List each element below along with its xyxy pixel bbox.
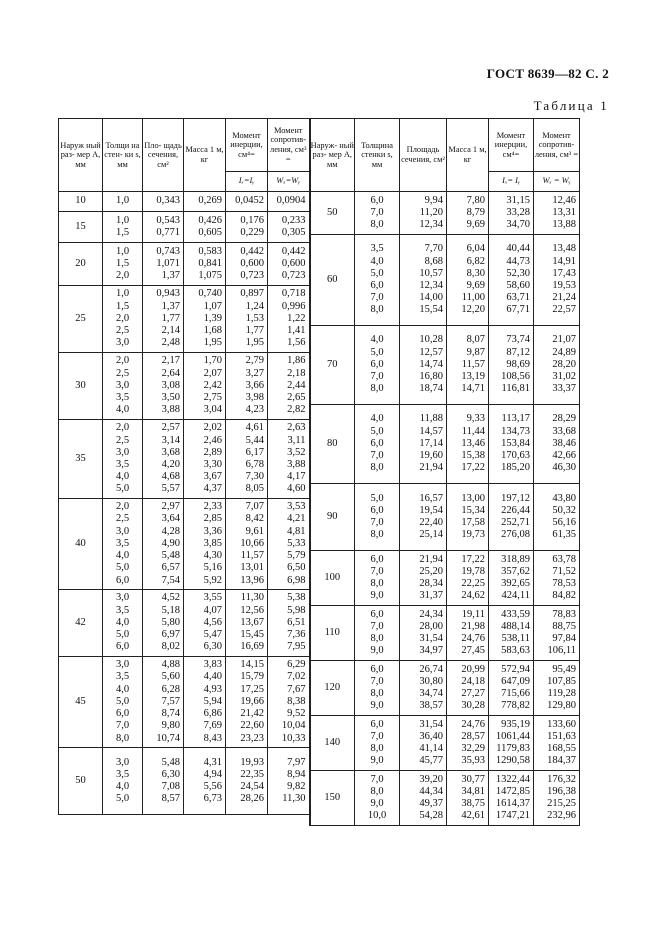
right-outer-size-cell: 90 [310, 484, 355, 551]
left-area-cell: 2,57 3,14 3,68 4,20 4,68 5,57 [143, 420, 184, 499]
right-section-modulus-cell: 78,83 88,75 97,84 106,11 [534, 606, 580, 661]
left-inertia-cell: 14,15 15,79 17,25 19,66 21,42 22,60 23,23 [226, 657, 268, 748]
right-outer-size-cell: 70 [310, 326, 355, 405]
right-area-cell: 10,28 12,57 14,74 16,80 18,74 [400, 326, 447, 405]
right-section-modulus-cell: 43,80 50,32 56,16 61,35 [534, 484, 580, 551]
left-section-modulus-cell: 0,0904 [268, 192, 310, 212]
left-wall-thickness-cell: 2,0 2,5 3,0 3,5 4,0 [103, 353, 143, 420]
right-wall-thickness-cell: 6,0 7,0 8,0 [355, 192, 400, 235]
left-section-modulus-cell: 3,53 4,21 4,81 5,33 5,79 6,50 6,98 [268, 499, 310, 590]
left-inertia-cell: 11,30 12,56 13,67 15,45 16,69 [226, 590, 268, 657]
left-inertia-cell: 0,442 0,600 0,723 [226, 243, 268, 286]
left-area-cell: 0,543 0,771 [143, 212, 184, 243]
right-outer-size-cell: 60 [310, 235, 355, 326]
right-mass-cell: 7,80 8,79 9,69 [447, 192, 489, 235]
left-mass-cell: 0,426 0,605 [184, 212, 226, 243]
left-inertia-cell: 0,897 1,24 1,53 1,77 1,95 [226, 286, 268, 353]
left-wall-thickness-cell: 1,0 1,5 [103, 212, 143, 243]
right-wall-thickness-cell: 4,0 5,0 6,0 7,0 8,0 [355, 405, 400, 484]
left-area-cell: 4,52 5,18 5,80 6,97 8,02 [143, 590, 184, 657]
right-section-modulus-cell: 133,60 151,63 168,55 184,37 [534, 716, 580, 771]
right-mass-cell: 24,76 28,57 32,29 35,93 [447, 716, 489, 771]
left-area-cell: 2,17 2,64 3,08 3,50 3,88 [143, 353, 184, 420]
left-section-modulus-cell: 5,38 5,98 6,51 7,36 7,95 [268, 590, 310, 657]
left-area-cell: 5,48 6,30 7,08 8,57 [143, 748, 184, 815]
right-wall-thickness-cell: 7,0 8,0 9,0 10,0 [355, 771, 400, 826]
left-wall-thickness-cell: 3,0 3,5 4,0 5,0 [103, 748, 143, 815]
right-inertia-cell: 935,19 1061,44 1179,83 1290,58 [489, 716, 534, 771]
left-mass-cell: 0,583 0,841 1,075 [184, 243, 226, 286]
col-header-area: Пло- щадь сечения, см² [143, 119, 184, 192]
col-header-wall-thickness-right: Толщина стенки s, мм [355, 119, 400, 192]
right-inertia-cell: 113,17 134,73 153,84 170,63 185,20 [489, 405, 534, 484]
right-outer-size-cell: 150 [310, 771, 355, 826]
right-outer-size-cell: 50 [310, 192, 355, 235]
right-area-cell: 21,94 25,20 28,34 31,37 [400, 551, 447, 606]
left-area-cell: 2,97 3,64 4,28 4,90 5,48 6,57 7,54 [143, 499, 184, 590]
right-inertia-cell: 318,89 357,62 392,65 424,11 [489, 551, 534, 606]
left-inertia-cell: 4,61 5,44 6,17 6,78 7,30 8,05 [226, 420, 268, 499]
left-outer-size-cell: 30 [59, 353, 103, 420]
table-row [59, 192, 580, 212]
left-mass-cell: 2,02 2,46 2,89 3,30 3,67 4,37 [184, 420, 226, 499]
right-section-modulus-cell: 13,48 14,91 17,43 19,53 21,24 22,57 [534, 235, 580, 326]
left-section-modulus-cell: 0,718 0,996 1,22 1,41 1,56 [268, 286, 310, 353]
left-inertia-cell: 0,176 0,229 [226, 212, 268, 243]
left-mass-cell: 2,33 2,85 3,36 3,85 4,30 5,16 5,92 [184, 499, 226, 590]
right-area-cell: 26,74 30,80 34,74 38,57 [400, 661, 447, 716]
left-outer-size-cell: 15 [59, 212, 103, 243]
right-mass-cell: 13,00 15,34 17,58 19,73 [447, 484, 489, 551]
right-wall-thickness-cell: 6,0 7,0 8,0 9,0 [355, 551, 400, 606]
col-header-inertia-right: Момент инерции, см⁴= [489, 119, 534, 172]
right-section-modulus-cell: 21,07 24,89 28,20 31,02 33,37 [534, 326, 580, 405]
left-wall-thickness-cell: 2,0 2,5 3,0 3,5 4,0 5,0 6,0 [103, 499, 143, 590]
col-subheader-section-modulus: Wₓ=Wᵧ [268, 172, 310, 192]
right-outer-size-cell: 80 [310, 405, 355, 484]
left-outer-size-cell: 50 [59, 748, 103, 815]
right-wall-thickness-cell: 4,0 5,0 6,0 7,0 8,0 [355, 326, 400, 405]
col-header-mass-right: Масса 1 м, кг [447, 119, 489, 192]
left-inertia-cell: 2,79 3,27 3,66 3,98 4,23 [226, 353, 268, 420]
left-wall-thickness-cell: 2,0 2,5 3,0 3,5 4,0 5,0 [103, 420, 143, 499]
right-area-cell: 9,94 11,20 12,34 [400, 192, 447, 235]
col-header-mass: Масса 1 м, кг [184, 119, 226, 192]
right-wall-thickness-cell: 6,0 7,0 8,0 9,0 [355, 661, 400, 716]
col-header-outer-size-right: Наруж- ный раз- мер A, мм [310, 119, 355, 192]
right-section-modulus-cell: 28,29 33,68 38,46 42,66 46,30 [534, 405, 580, 484]
left-outer-size-cell: 40 [59, 499, 103, 590]
right-outer-size-cell: 120 [310, 661, 355, 716]
left-mass-cell: 1,70 2,07 2,42 2,75 3,04 [184, 353, 226, 420]
col-header-wall-thickness: Толщи на стен- ки s, мм [103, 119, 143, 192]
left-section-modulus-cell: 2,63 3,11 3,52 3,88 4,17 4,60 [268, 420, 310, 499]
right-mass-cell: 30,77 34,81 38,75 42,61 [447, 771, 489, 826]
right-section-modulus-cell: 12,46 13,31 13,88 [534, 192, 580, 235]
left-area-cell: 0,743 1,071 1,37 [143, 243, 184, 286]
left-section-modulus-cell: 6,29 7,02 7,67 8,38 9,52 10,04 10,33 [268, 657, 310, 748]
right-inertia-cell: 31,15 33,28 34,70 [489, 192, 534, 235]
right-area-cell: 39,20 44,34 49,37 54,28 [400, 771, 447, 826]
left-section-modulus-cell: 7,97 8,94 9,82 11,30 [268, 748, 310, 815]
pipe-dimensions-table [58, 118, 580, 826]
left-outer-size-cell: 35 [59, 420, 103, 499]
col-header-inertia: Момент инерции, см⁴= [226, 119, 268, 172]
col-header-section-modulus-right: Момент сопротив- ления, см³ = [534, 119, 580, 172]
left-area-cell: 4,88 5,60 6,28 7,57 8,74 9,80 10,74 [143, 657, 184, 748]
right-outer-size-cell: 110 [310, 606, 355, 661]
right-inertia-cell: 433,59 488,14 538,11 583,63 [489, 606, 534, 661]
left-section-modulus-cell: 1,86 2,18 2,44 2,65 2,82 [268, 353, 310, 420]
left-section-modulus-cell: 0,233 0,305 [268, 212, 310, 243]
right-wall-thickness-cell: 6,0 7,0 8,0 9,0 [355, 716, 400, 771]
right-mass-cell: 17,22 19,78 22,25 24,62 [447, 551, 489, 606]
left-wall-thickness-cell: 3,0 3,5 4,0 5,0 6,0 7,0 8,0 [103, 657, 143, 748]
right-area-cell: 11,88 14,57 17,14 19,60 21,94 [400, 405, 447, 484]
right-area-cell: 16,57 19,54 22,40 25,14 [400, 484, 447, 551]
right-wall-thickness-cell: 5,0 6,0 7,0 8,0 [355, 484, 400, 551]
col-subheader-inertia: Iₓ=Iᵧ [226, 172, 268, 192]
col-header-area-right: Площадь сечения, см² [400, 119, 447, 192]
left-area-cell: 0,343 [143, 192, 184, 212]
right-outer-size-cell: 140 [310, 716, 355, 771]
right-area-cell: 24,34 28,00 31,54 34,97 [400, 606, 447, 661]
col-header-outer-size: Наруж ный раз- мер A, мм [59, 119, 103, 192]
col-subheader-inertia-right: Iₓ= Iᵧ [489, 172, 534, 192]
right-wall-thickness-cell: 3,5 4,0 5,0 6,0 7,0 8,0 [355, 235, 400, 326]
left-outer-size-cell: 25 [59, 286, 103, 353]
right-outer-size-cell: 100 [310, 551, 355, 606]
col-subheader-section-modulus-right: Wₓ = Wᵧ [534, 172, 580, 192]
left-outer-size-cell: 20 [59, 243, 103, 286]
right-inertia-cell: 40,44 44,73 52,30 58,60 63,71 67,71 [489, 235, 534, 326]
right-mass-cell: 8,07 9,87 11,57 13,19 14,71 [447, 326, 489, 405]
right-mass-cell: 20,99 24,18 27,27 30,28 [447, 661, 489, 716]
left-outer-size-cell: 10 [59, 192, 103, 212]
right-mass-cell: 6,04 6,82 8,30 9,69 11,00 12,20 [447, 235, 489, 326]
left-section-modulus-cell: 0,442 0,600 0,723 [268, 243, 310, 286]
right-mass-cell: 19,11 21,98 24,76 27,45 [447, 606, 489, 661]
left-outer-size-cell: 45 [59, 657, 103, 748]
left-wall-thickness-cell: 1,0 [103, 192, 143, 212]
left-inertia-cell: 0,0452 [226, 192, 268, 212]
left-wall-thickness-cell: 1,0 1,5 2,0 2,5 3,0 [103, 286, 143, 353]
right-section-modulus-cell: 95,49 107,85 119,28 129,80 [534, 661, 580, 716]
col-header-section-modulus: Момент сопротив- ления, см³ = [268, 119, 310, 172]
table-caption: Таблица 1 [533, 98, 609, 113]
right-mass-cell: 9,33 11,44 13,46 15,38 17,22 [447, 405, 489, 484]
left-inertia-cell: 7,07 8,42 9,61 10,66 11,57 13,01 13,96 [226, 499, 268, 590]
right-inertia-cell: 1322,44 1472,85 1614,37 1747,21 [489, 771, 534, 826]
right-area-cell: 7,70 8,68 10,57 12,34 14,00 15,54 [400, 235, 447, 326]
right-inertia-cell: 197,12 226,44 252,71 276,08 [489, 484, 534, 551]
left-wall-thickness-cell: 3,0 3,5 4,0 5,0 6,0 [103, 590, 143, 657]
left-mass-cell: 0,269 [184, 192, 226, 212]
right-inertia-cell: 73,74 87,12 98,69 108,56 116,81 [489, 326, 534, 405]
left-mass-cell: 3,83 4,40 4,93 5,94 6,86 7,69 8,43 [184, 657, 226, 748]
left-mass-cell: 3,55 4,07 4,56 5,47 6,30 [184, 590, 226, 657]
left-outer-size-cell: 42 [59, 590, 103, 657]
left-mass-cell: 0,740 1,07 1,39 1,68 1,95 [184, 286, 226, 353]
right-area-cell: 31,54 36,40 41,14 45,77 [400, 716, 447, 771]
left-area-cell: 0,943 1,37 1,77 2,14 2,48 [143, 286, 184, 353]
right-section-modulus-cell: 63,78 71,52 78,53 84,82 [534, 551, 580, 606]
left-wall-thickness-cell: 1,0 1,5 2,0 [103, 243, 143, 286]
right-inertia-cell: 572,94 647,09 715,66 778,82 [489, 661, 534, 716]
left-inertia-cell: 19,93 22,35 24,54 28,26 [226, 748, 268, 815]
left-mass-cell: 4,31 4,94 5,56 6,73 [184, 748, 226, 815]
right-section-modulus-cell: 176,32 196,38 215,25 232,96 [534, 771, 580, 826]
document-header: ГОСТ 8639—82 С. 2 [486, 66, 609, 81]
right-wall-thickness-cell: 6,0 7,0 8,0 9,0 [355, 606, 400, 661]
